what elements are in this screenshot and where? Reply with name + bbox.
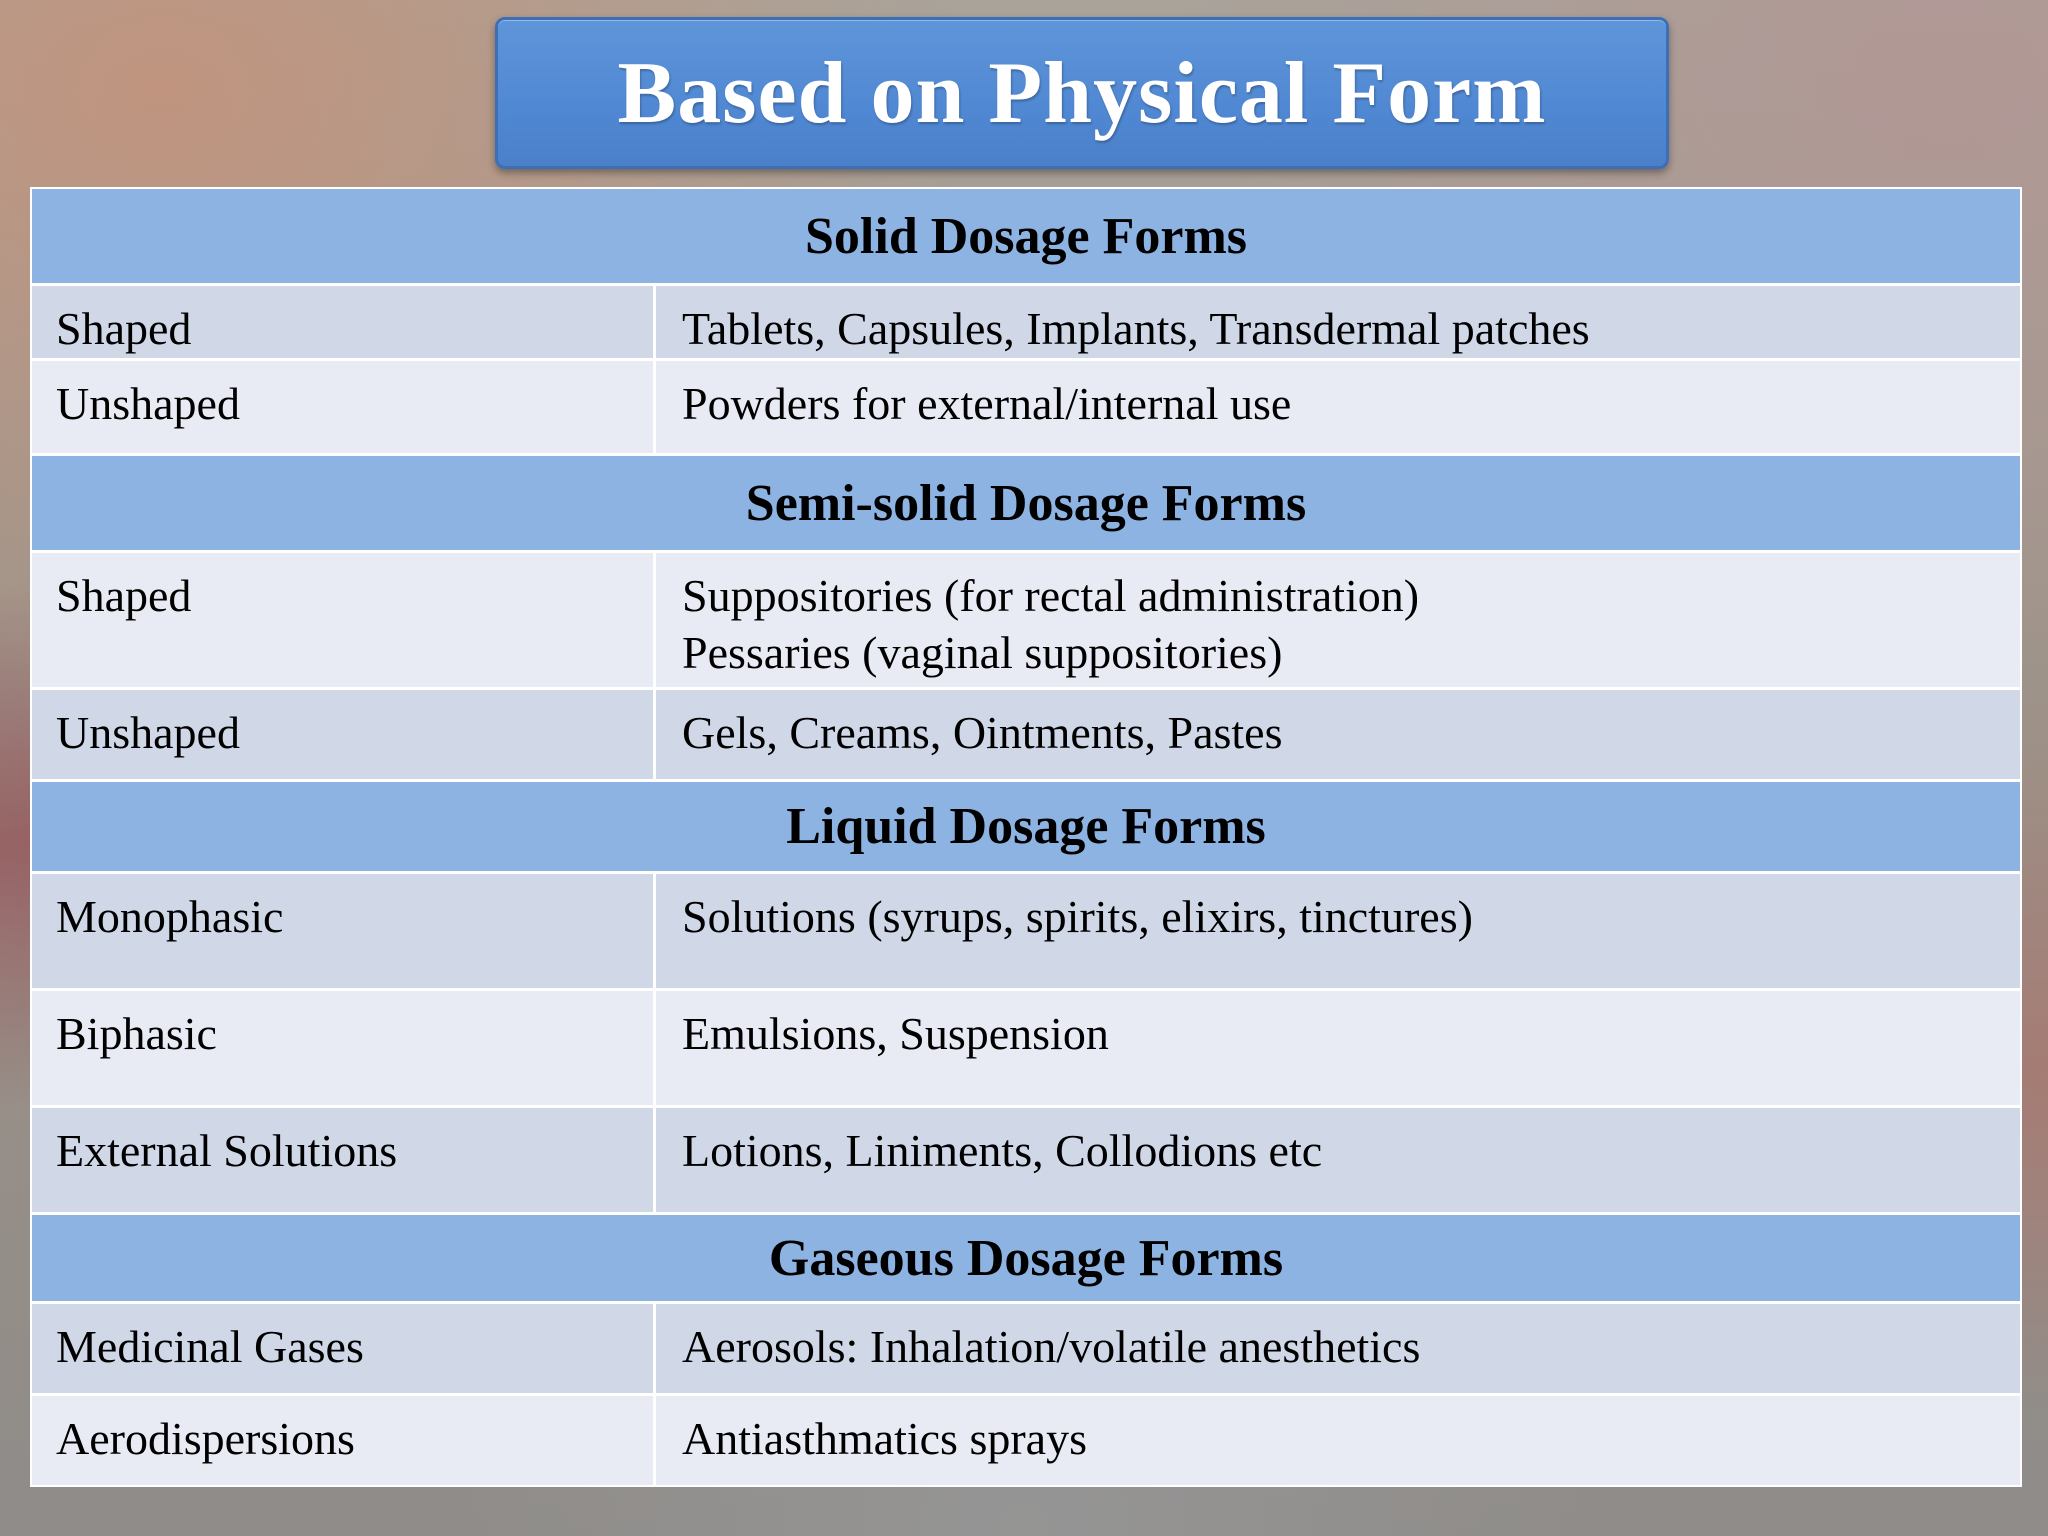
table-row (32, 1108, 2020, 1215)
example-line: Powders for external/internal use (682, 378, 1292, 429)
table-row (32, 1396, 2020, 1485)
table-row (32, 690, 2020, 782)
row-examples (656, 1108, 2020, 1212)
example-line: Antiasthmatics sprays (682, 1413, 1087, 1464)
row-examples (656, 1304, 2020, 1393)
row-type: Medicinal Gases (32, 1304, 656, 1393)
row-examples (656, 361, 2020, 453)
row-type: Shaped (32, 553, 656, 687)
row-examples (656, 1396, 2020, 1485)
table-row (32, 553, 2020, 690)
row-type: Aerodispersions (32, 1396, 656, 1485)
example-line: Lotions, Liniments, Collodions etc (682, 1125, 1323, 1176)
dosage-forms-table (30, 187, 2022, 1487)
section-header-semi-solid: Semi-solid Dosage Forms (32, 456, 2020, 553)
example-line: Suppositories (for rectal administration) (682, 570, 1420, 621)
slide-title: Based on Physical Form (617, 44, 1547, 142)
row-type: Shaped (32, 286, 656, 358)
table-row (32, 874, 2020, 991)
row-type: Biphasic (32, 991, 656, 1105)
table-row (32, 361, 2020, 456)
example-line: Aerosols: Inhalation/volatile anesthetics (682, 1321, 1421, 1372)
example-line: Pessaries (vaginal suppositories) (682, 627, 1283, 678)
row-examples (656, 286, 2020, 358)
row-type: Monophasic (32, 874, 656, 988)
row-type: Unshaped (32, 361, 656, 453)
row-type: Unshaped (32, 690, 656, 779)
table-row (32, 286, 2020, 361)
row-examples (656, 874, 2020, 988)
section-header-liquid: Liquid Dosage Forms (32, 782, 2020, 874)
row-type: External Solutions (32, 1108, 656, 1212)
example-line: Emulsions, Suspension (682, 1008, 1109, 1059)
example-line: Gels, Creams, Ointments, Pastes (682, 707, 1283, 758)
row-examples (656, 690, 2020, 779)
section-header-solid: Solid Dosage Forms (32, 189, 2020, 286)
row-examples (656, 991, 2020, 1105)
example-line: Solutions (syrups, spirits, elixirs, tinctures) (682, 891, 1473, 942)
slide-title-box (495, 17, 1669, 169)
example-line: Tablets, Capsules, Implants, Transdermal patches (682, 303, 1590, 354)
table-row (32, 991, 2020, 1108)
table-row (32, 1304, 2020, 1396)
row-examples (656, 553, 2020, 687)
section-header-gaseous: Gaseous Dosage Forms (32, 1215, 2020, 1304)
